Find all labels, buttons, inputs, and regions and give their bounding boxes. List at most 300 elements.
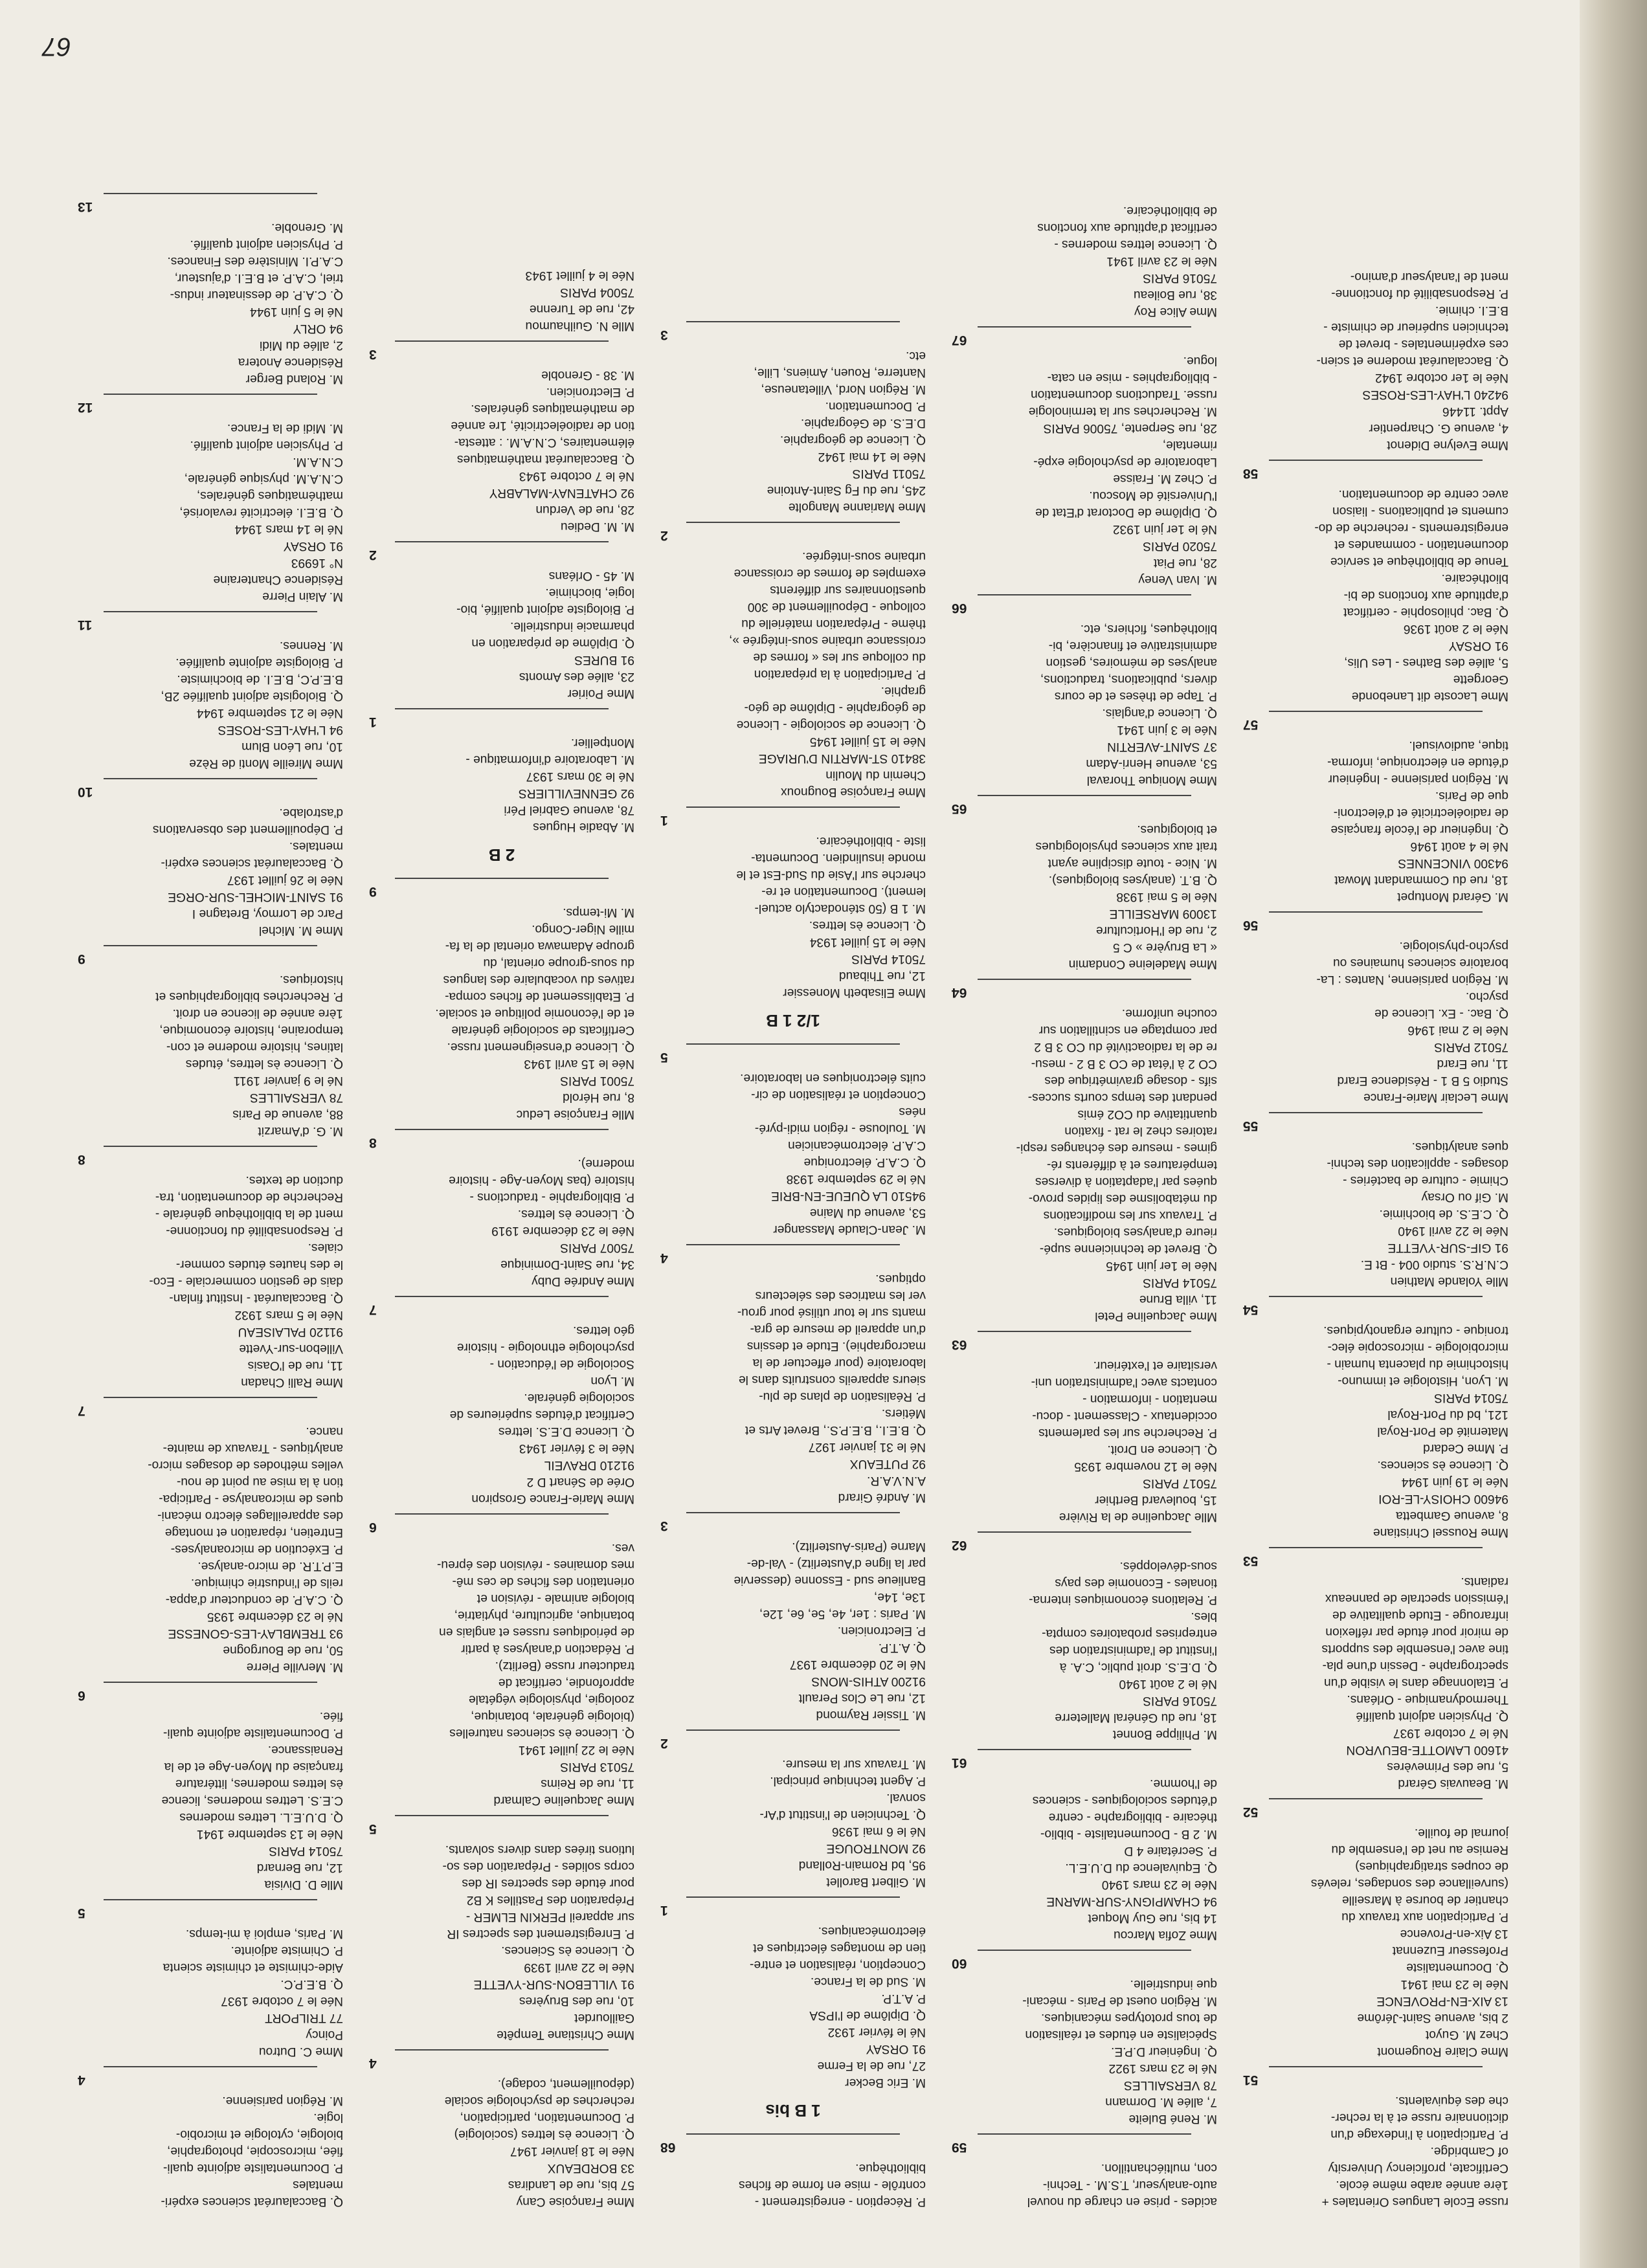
- entry-line: mentales.: [289, 839, 343, 853]
- entry-line: approfondie, certificat de: [498, 1676, 634, 1689]
- entry-line: analyses de mémoires, gestion: [1046, 656, 1217, 669]
- entry-line: lutions tirées dans divers solvants.: [445, 1843, 634, 1856]
- entry-number: 7: [78, 1403, 85, 1418]
- entry-line: 37 SAINT-AVERTIN: [1107, 740, 1217, 753]
- entry-line: 75014 PARIS: [269, 1844, 343, 1858]
- entry-line: russe Ecole Langues Orientales +: [1321, 2195, 1508, 2208]
- entry-line: corps solides - Préparation des so-: [442, 1860, 634, 1873]
- entry-line: P. Réception - enregistrement -: [754, 2195, 926, 2208]
- entry-line: (dépouillement, codage).: [497, 2077, 634, 2091]
- entry-line: élémentaires, C.N.A.M. : attesta-: [454, 436, 634, 449]
- entry-line: 5, rue des Primevères: [1387, 1760, 1508, 1773]
- directory-entry: [369, 1841, 634, 2043]
- entry-line: Professeur Euzennat: [1392, 1944, 1508, 1957]
- entry-line: que de Paris.: [1435, 789, 1508, 803]
- entry-line: liste - bibliothécaire.: [816, 834, 926, 848]
- entry-line: M. Tissier Raymond: [816, 1708, 926, 1722]
- entry-line: 94600 CHOISY-LE-ROI: [1378, 1492, 1508, 1506]
- entry-line: de géographie - Diplôme de géo-: [744, 701, 926, 715]
- entry-line: M. Gilbert Barollet: [826, 1875, 926, 1889]
- entry-number: 10: [78, 784, 93, 799]
- entry-line: Chez M. Guyot: [1426, 2028, 1508, 2041]
- entry-line: B.E.I. chimie.: [1435, 304, 1508, 317]
- entry-number: 6: [78, 1688, 85, 1703]
- entry-separator: [978, 979, 1191, 980]
- entry-line: M. Paris, emploi à mi-temps.: [185, 1927, 343, 1940]
- entry-line: Q. Licence lettres modernes -: [1054, 238, 1217, 251]
- entry-line: Mme Leclair Marie-France: [1363, 1091, 1508, 1104]
- entry-line: de coupes stratigraphiques): [1355, 1860, 1508, 1873]
- entry-line: Née le 4 juillet 1943: [525, 269, 634, 282]
- entry-line: P. Biologiste adjointe qualifiée.: [175, 656, 343, 669]
- entry-line: spectrographe - Dessin d'une pla-: [1322, 1659, 1508, 1673]
- entry-line: tion de radioélectricité, 1re année: [451, 419, 634, 432]
- entry-separator: [686, 1244, 900, 1245]
- entry-line: Certificats de sociologie générale: [451, 1023, 634, 1037]
- entry-line: bibliothèque.: [855, 2161, 926, 2175]
- entry-line: Née le 7 octobre 1937: [221, 1994, 343, 2008]
- entry-separator: [104, 2066, 317, 2067]
- entry-line: P. Physicien adjoint qualifié.: [190, 438, 343, 452]
- entry-line: Q. D.U.E.L. Lettres modernes: [179, 1810, 343, 1824]
- entry-line: administrative et financière, bi-: [1048, 639, 1217, 652]
- column-4: [369, 263, 634, 2210]
- entry-line: N° 16993: [291, 556, 343, 570]
- entry-line: sonval.: [886, 1791, 926, 1805]
- entry-line: C.E.S. Lettres modernes, licence: [161, 1794, 343, 1807]
- entry-line: infrarouge - Etude qualitative de: [1332, 1608, 1508, 1622]
- entry-line: 91200 ATHIS-MONS: [811, 1674, 926, 1688]
- entry-line: Métiers.: [881, 1406, 926, 1420]
- entry-line: 91120 PALAISEAU: [238, 1325, 343, 1339]
- entry-separator: [686, 321, 900, 322]
- directory-entry: [660, 347, 926, 515]
- entry-line: P. Electronicien.: [837, 1624, 926, 1638]
- entry-line: Q. Baccalauréat sciences expéri-: [161, 856, 343, 870]
- entry-line: Mme Andrée Duby: [532, 1274, 634, 1288]
- entry-line: 92 MONTROUGE: [826, 1841, 926, 1855]
- entry-line: du colloque sur les « formes de: [753, 650, 926, 664]
- entry-number: 13: [78, 199, 93, 214]
- directory-entry: [952, 1357, 1217, 1525]
- entry-line: nance.: [306, 1425, 343, 1438]
- entry-line: Q. Documentaliste: [1406, 1961, 1508, 1974]
- entry-line: 12, rue Bernard: [256, 1861, 343, 1874]
- entry-line: dictionnaire russe et à la recher-: [1330, 2111, 1508, 2124]
- directory-entry: [78, 419, 343, 605]
- entry-line: 7, allée M. Dormann: [1105, 2095, 1217, 2109]
- entry-line: divers, publications, traductions,: [1040, 673, 1217, 686]
- entry-line: Mme Claire Rougemont: [1377, 2045, 1508, 2058]
- directory-entry: [369, 366, 634, 535]
- entry-line: logue.: [1183, 354, 1217, 368]
- entry-separator: [978, 326, 1191, 328]
- entry-line: Née le 15 juillet 1945: [809, 735, 926, 748]
- directory-entry: [78, 637, 343, 772]
- entry-line: ques analytiques.: [1411, 1140, 1508, 1153]
- entry-line: mes domaines - révision des épreu-: [436, 1558, 634, 1572]
- entry-line: 15, boulevard Berthier: [1095, 1493, 1217, 1507]
- entry-line: Gaillourdet: [574, 2011, 634, 2025]
- entry-line: Mlle D. Divisia: [264, 1878, 343, 1891]
- entry-line: Q. Licence ès lettres (sociologie): [454, 2128, 634, 2141]
- entry-line: Q. Licence D.E.S. lettres: [498, 1425, 634, 1438]
- entry-line: radiants.: [1461, 1575, 1508, 1588]
- entry-line: d'astrolabe.: [279, 806, 343, 819]
- entry-line: Né le février 1932: [827, 2025, 926, 2039]
- entry-line: 91210 DRAVEIL: [544, 1458, 634, 1472]
- entry-line: P. Chez M. Fraisse: [1113, 472, 1217, 485]
- entry-line: Montpellier.: [570, 736, 634, 750]
- entry-line: M. 45 - Orléans: [548, 569, 634, 583]
- entry-line: Né le 14 mars 1944: [234, 522, 343, 536]
- entry-line: Née le 1er juin 1945: [1106, 1259, 1217, 1273]
- entry-line: de l'homme.: [1150, 1777, 1217, 1790]
- entry-line: 245, rue du Fg Saint-Antoine: [767, 484, 926, 497]
- directory-entry: [952, 2159, 1217, 2210]
- entry-line: 28, rue de Verdun: [535, 503, 634, 517]
- entry-line: urbaine sous-intégrée.: [802, 550, 926, 563]
- entry-line: versitaire et l'extérieur.: [1093, 1359, 1217, 1372]
- entry-line: M. 1 B (50 sténodactylo actuel-: [754, 902, 926, 915]
- section-heading: 1/2 1 B: [766, 1011, 820, 1030]
- entry-separator: [395, 1296, 609, 1297]
- entry-line: Aide-chimiste et chimiste scienta: [162, 1961, 343, 1974]
- entry-line: biologie animale - révision et: [476, 1592, 634, 1605]
- entry-line: velles méthodes de dosages micro-: [148, 1458, 343, 1472]
- entry-line: 28, rue Piat: [1153, 556, 1217, 570]
- entry-line: Mme Marie-France Grospiron: [471, 1492, 634, 1506]
- entry-line: ès lettres modernes, littérature: [175, 1777, 343, 1790]
- directory-entry: [952, 620, 1217, 788]
- entry-line: Né le 30 mars 1937: [526, 770, 634, 783]
- entry-line: que industrielle.: [1130, 1977, 1217, 1991]
- entry-line: P. Secrétaire 4 D: [1124, 1844, 1217, 1858]
- entry-line: etc.: [906, 349, 926, 362]
- entry-line: P. Responsabilité du fonctionne-: [1331, 287, 1508, 300]
- entry-line: moderne).: [577, 1157, 634, 1170]
- entry-line: psycho-physiologie.: [1399, 939, 1508, 953]
- entry-line: 92 CHATENAY-MALABRY: [489, 486, 634, 500]
- entry-line: Q. B.E.I., B.E.P.S., Brevet Arts et: [745, 1423, 926, 1437]
- entry-line: Née le 5 mars 1932: [234, 1308, 343, 1322]
- entry-separator: [104, 611, 317, 612]
- entry-line: logie, biochimie.: [545, 586, 634, 599]
- entry-line: acides - prise en charge du nouvel: [1027, 2195, 1217, 2208]
- entry-line: Née le 5 mai 1938: [1116, 890, 1217, 904]
- entry-line: contacts avec l'administration uni-: [1031, 1375, 1217, 1389]
- entry-line: quantitative du CO2 émis: [1077, 1107, 1217, 1121]
- entry-line: Née le 19 juin 1944: [1401, 1475, 1508, 1489]
- entry-line: pour étude des spectres IR des: [462, 1876, 634, 1890]
- entry-line: Q. B.T. (analyses biologiques).: [1048, 873, 1217, 887]
- entry-line: électromécaniques.: [818, 1924, 926, 1938]
- entry-separator: [978, 1531, 1191, 1533]
- entry-line: groupe Adamawa oriental de la fa-: [445, 939, 634, 953]
- entry-line: ces expérimentales - brevet de: [1338, 337, 1508, 351]
- entry-line: technicien supérieur de chimiste -: [1323, 320, 1508, 334]
- entry-number: 3: [660, 1518, 668, 1533]
- entry-line: 23, allée des Amonts: [519, 670, 634, 684]
- entry-separator: [978, 594, 1191, 595]
- directory-entry: [369, 1155, 634, 1289]
- entry-separator: [1269, 911, 1483, 913]
- entry-separator: [1269, 711, 1483, 712]
- entry-line: reils de l'industrie chimique.: [190, 1576, 343, 1590]
- entry-line: d'études sociologiques - sciences: [1032, 1794, 1217, 1807]
- entry-line: Née le 1er octobre 1942: [1375, 371, 1508, 384]
- entry-line: 121, bd du Port-Royal: [1387, 1408, 1508, 1421]
- entry-line: 14 bis, rue Guy Moquet: [1088, 1911, 1217, 1925]
- directory-entry: [952, 202, 1217, 320]
- entry-line: 75007 PARIS: [560, 1241, 634, 1254]
- entry-line: Certificate, proficiency University: [1328, 2161, 1508, 2175]
- entry-line: 1ère année de licence en droit.: [172, 1006, 343, 1020]
- entry-number: 9: [369, 884, 377, 899]
- entry-line: M. Sud de la France.: [810, 1975, 926, 1988]
- column-2: [952, 198, 1217, 2210]
- entry-number: 58: [1243, 466, 1259, 481]
- entry-line: 78 VERSAILLES: [1124, 2078, 1217, 2092]
- entry-line: Mme Roussel Christiane: [1372, 1526, 1508, 1539]
- entry-line: D.E.S. de Géographie.: [800, 416, 926, 430]
- entry-line: M. Beauvais Gérard: [1398, 1777, 1508, 1790]
- entry-line: Entretien, réparation et montage: [164, 1526, 343, 1539]
- entry-line: 88, avenue de Paris: [232, 1107, 343, 1121]
- entry-line: A.N.V.A.R.: [867, 1474, 926, 1487]
- entry-line: P. Physicien adjoint qualifié.: [190, 238, 343, 251]
- entry-line: rieure d'analyses biologiques.: [1053, 1225, 1217, 1239]
- entry-line: Résidence Anotera: [238, 355, 343, 369]
- directory-entry: [660, 1069, 926, 1238]
- entry-line: P. Réalisation de plans de plu-: [759, 1390, 926, 1403]
- entry-line: géo lettres.: [573, 1324, 634, 1337]
- entry-line: Q. Ingénieur D.P.E.: [1111, 2045, 1217, 2058]
- entry-number: 7: [369, 1302, 377, 1317]
- entry-line: 12, rue Le Clos Perault: [798, 1691, 926, 1705]
- entry-line: Née le 14 mai 1942: [818, 450, 926, 463]
- entry-line: nées: [899, 1105, 926, 1118]
- entry-line: P. Documentaliste adjointe quali-: [162, 2161, 343, 2175]
- entry-line: Q. Bac. - Ex. Licence de: [1374, 1006, 1508, 1020]
- entry-line: Q. Diplôme de préparation en: [471, 636, 634, 650]
- entry-line: Mlle Yolande Mathien: [1390, 1274, 1508, 1288]
- entry-line: d'aptitude aux fonctions de bi-: [1343, 588, 1508, 602]
- entry-line: 94 CHAMPIGNY-SUR-MARNE: [1046, 1895, 1217, 1908]
- entry-line: Q. Brevet de technicienne supé-: [1039, 1242, 1217, 1256]
- entry-line: P. Documentation.: [825, 399, 926, 413]
- entry-line: de périodiques russes et anglais en: [439, 1625, 634, 1639]
- entry-line: sur appareil PERKIN ELMER -: [465, 1910, 634, 1924]
- entry-line: Mme Evelyne Didenot: [1387, 438, 1508, 452]
- entry-line: questionnaires sur différents: [770, 583, 926, 597]
- entry-line: M. Ivan Veney: [1138, 573, 1217, 586]
- directory-entry: [1243, 737, 1508, 905]
- entry-line: 75014 PARIS: [1143, 1276, 1217, 1289]
- entry-line: Conception, réalisation et entre-: [750, 1958, 926, 1972]
- entry-line: ment de la bibliothèque générale -: [155, 1207, 343, 1221]
- entry-separator: [978, 1331, 1191, 1332]
- entry-line: gimes - mesure des échanges respi-: [1016, 1141, 1217, 1155]
- entry-line: française du Moyen-Age et de la: [164, 1760, 343, 1773]
- entry-line: mathématiques générales,: [196, 489, 343, 502]
- entry-number: 61: [952, 1755, 967, 1770]
- entry-line: Q. Licence ès lettres.: [517, 1207, 634, 1221]
- entry-line: ciales.: [308, 1241, 343, 1254]
- entry-number: 52: [1243, 1805, 1259, 1819]
- entry-number: 9: [78, 951, 85, 966]
- entry-separator: [1269, 1547, 1483, 1548]
- entry-line: P. Agent technique principal.: [770, 1774, 926, 1788]
- entry-number: 64: [952, 985, 967, 1000]
- entry-line: Q. Licence ès Sciences.: [501, 1944, 634, 1957]
- entry-line: exemples de formes de croissance: [734, 566, 926, 580]
- entry-separator: [686, 522, 900, 523]
- entry-line: logie.: [313, 2111, 343, 2124]
- entry-line: Née le 23 décembre 1919: [491, 1224, 634, 1238]
- entry-number: 2: [369, 548, 377, 562]
- entry-line: Q. B.E.P.C.: [280, 1977, 343, 1991]
- entry-line: 93 TREMBLAY-LES-GONESSE: [168, 1627, 343, 1640]
- entry-line: 18, rue du Commandant Mowat: [1334, 873, 1508, 887]
- entry-line: 75001 PARIS: [560, 1074, 634, 1087]
- entry-separator: [395, 2049, 609, 2051]
- entry-line: (surveillance des sondages, relevés: [1310, 1876, 1508, 1890]
- entry-line: 50, rue de Bourgogne: [223, 1643, 343, 1657]
- entry-line: M. Grenoble.: [271, 221, 343, 234]
- entry-line: analytiques - Travaux de mainte-: [162, 1441, 343, 1455]
- entry-line: con, multiéchantillon.: [1101, 2161, 1217, 2175]
- entry-line: Sociologie de l'éducation -: [489, 1357, 634, 1371]
- entry-line: 53, avenue Henri-Adam: [1086, 757, 1217, 770]
- entry-line: Q. Licence d'enseignement russe.: [447, 1040, 634, 1054]
- entry-line: Née le 13 septembre 1941: [196, 1827, 343, 1841]
- entry-line: par comptage en scintillation sur: [1038, 1023, 1217, 1037]
- entry-line: P. Recherche sur les parlements: [1038, 1426, 1217, 1440]
- entry-line: Né le 23 décembre 1935: [207, 1610, 343, 1623]
- entry-line: Q. Licence ès lettres.: [809, 918, 926, 932]
- entry-line: Mme Ralli Chadan: [241, 1375, 343, 1389]
- entry-line: M. Merville Pierre: [246, 1660, 343, 1674]
- directory-entry: [660, 1922, 926, 2091]
- entry-line: M. Lyon, Histologie et immuno-: [1338, 1374, 1508, 1388]
- entry-line: 57 bis, rue de Landiras: [508, 2178, 634, 2192]
- entry-line: Chemin du Moulin: [825, 768, 926, 782]
- entry-line: le des hautes études commer-: [175, 1258, 343, 1271]
- entry-line: Q. C.A.P. électronique: [803, 1155, 926, 1169]
- entry-line: Né le 4 août 1946: [1410, 839, 1508, 853]
- entry-line: optiques.: [875, 1272, 926, 1285]
- directory-entry: [952, 821, 1217, 972]
- entry-line: M. Région parisienne, Nantes : La-: [1316, 973, 1508, 986]
- entry-line: russe. Traductions documentation: [1031, 388, 1217, 401]
- entry-line: Mme Monique Thoraval: [1086, 773, 1217, 787]
- entry-line: fiée, microscopie, photographie,: [167, 2144, 343, 2158]
- column-5: [78, 186, 343, 2210]
- entry-line: histoire (bas Moyen-Age - histoire: [449, 1173, 634, 1187]
- entry-line: ves.: [611, 1541, 634, 1555]
- entry-line: 11, villa Brune: [1139, 1293, 1217, 1306]
- entry-separator: [1269, 1798, 1483, 1799]
- entry-line: zoologie, physiologie végétale: [468, 1693, 634, 1706]
- entry-number: 2: [660, 1736, 668, 1751]
- entry-line: Mme Jacqueline Calmard: [493, 1794, 634, 1807]
- entry-line: M. Travaux sur la mesure.: [782, 1757, 926, 1771]
- entry-line: M. Roland Berger: [245, 372, 343, 386]
- entry-line: cherche sur l'Asie du Sud-Est et le: [736, 868, 926, 882]
- entry-separator: [395, 878, 609, 879]
- entry-line: Né le 23 mars 1922: [1108, 2062, 1217, 2075]
- entry-line: Mme Zofia Marcou: [1114, 1928, 1217, 1942]
- entry-line: ver les matrices des sélecteurs: [755, 1289, 926, 1302]
- entry-line: 38410 ST-MARTIN D'URIAGE: [758, 751, 926, 765]
- entry-line: ratoires chez le rat - fixation: [1064, 1124, 1217, 1138]
- entry-line: dosages - application des techni-: [1327, 1157, 1508, 1170]
- entry-line: 77 TRILPORT: [265, 2011, 343, 2025]
- entry-line: Q. Biologiste adjoint qualifiée 2B,: [161, 689, 343, 703]
- entry-line: sifs - dosage gravimétrique des: [1044, 1074, 1217, 1087]
- entry-separator: [686, 1043, 900, 1045]
- section-heading: 1 B bis: [765, 2101, 821, 2120]
- entry-line: 91 ORSAY: [1448, 639, 1508, 652]
- entry-line: pendant des temps courts succes-: [1027, 1091, 1217, 1104]
- entry-number: 4: [78, 2073, 85, 2087]
- entry-line: 78, avenue Gabriel Péri: [504, 803, 634, 817]
- entry-number: 59: [952, 2140, 967, 2155]
- entry-line: couche uniforme.: [1121, 1006, 1217, 1020]
- directory-entry: [1243, 1138, 1508, 1289]
- entry-line: Né le 1er juin 1932: [1112, 522, 1217, 536]
- entry-number: 11: [78, 617, 93, 632]
- entry-number: 3: [369, 347, 377, 362]
- entry-line: traducteur russe (Berlitz).: [495, 1659, 634, 1673]
- entry-line: Né le 9 janvier 1911: [233, 1074, 343, 1087]
- entry-line: mentales: [293, 2178, 343, 2192]
- entry-line: Né le 20 décembre 1937: [789, 1658, 926, 1671]
- entry-line: par la ligne d'Austerlitz) - Val-de-: [746, 1557, 926, 1570]
- entry-line: M. André Girard: [838, 1491, 926, 1504]
- entry-number: 68: [660, 2140, 676, 2155]
- directory-entry: [369, 267, 634, 334]
- entry-number: 6: [369, 1520, 377, 1535]
- entry-number: 1: [660, 813, 668, 828]
- entry-line: histochimie du placenta humain -: [1327, 1357, 1508, 1371]
- entry-line: Renaissance.: [267, 1743, 343, 1757]
- entry-line: P. Documentaliste adjointe quali-: [162, 1726, 343, 1740]
- entry-line: Née le 12 novembre 1935: [1074, 1460, 1217, 1473]
- entry-line: trait aux sciences physiologiques: [1035, 839, 1217, 853]
- entry-line: certificat d'aptitude aux fonctions: [1037, 221, 1217, 234]
- entry-line: 1ère année arabe même école.: [1336, 2178, 1508, 2192]
- entry-line: M. Nice - toute discipline ayant: [1048, 856, 1217, 870]
- entry-line: Remise au net de l'ensemble du: [1331, 1843, 1508, 1856]
- entry-number: 4: [660, 1251, 668, 1265]
- entry-line: 91 GIF-SUR-YVETTE: [1387, 1241, 1508, 1254]
- entry-line: rimentale,: [1162, 438, 1217, 452]
- entry-line: P. Dépouillement des observations: [152, 823, 343, 836]
- entry-line: auto-analyseur, T.S.M. - Techni-: [1042, 2178, 1217, 2192]
- entry-line: 12, rue Thibaud: [838, 969, 926, 983]
- entry-separator: [1269, 2066, 1483, 2067]
- page-number: 67: [42, 32, 71, 61]
- entry-line: sous-développés.: [1119, 1559, 1217, 1573]
- entry-line: 91 ORSAY: [283, 539, 343, 553]
- entry-line: 2, allée du Midi: [259, 339, 343, 352]
- entry-number: 66: [952, 601, 967, 616]
- entry-line: che des équivalents.: [1395, 2094, 1508, 2107]
- directory-entry: [369, 904, 634, 1122]
- entry-line: Mme M. Michel: [258, 924, 343, 937]
